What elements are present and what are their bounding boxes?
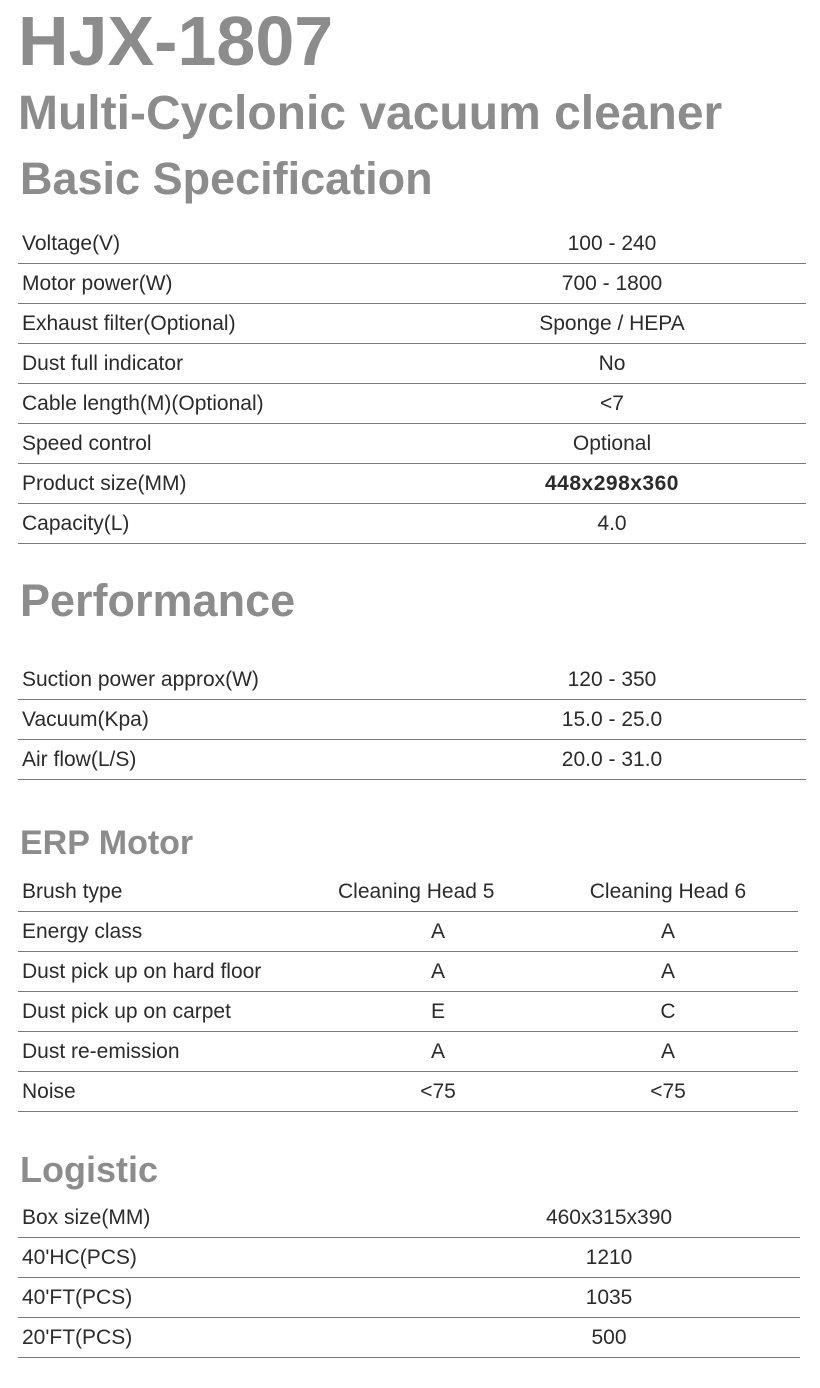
erp-value-head5: <75 xyxy=(338,1072,538,1112)
erp-header-label: Brush type xyxy=(18,872,338,912)
spec-label: Air flow(L/S) xyxy=(18,740,418,780)
spec-label: 20'FT(PCS) xyxy=(18,1318,418,1358)
spec-value: 700 - 1800 xyxy=(418,264,806,304)
spec-label: Capacity(L) xyxy=(18,504,418,544)
spec-value: 20.0 - 31.0 xyxy=(418,740,806,780)
spec-value: Optional xyxy=(418,424,806,464)
erp-value-head6: A xyxy=(538,912,798,952)
spec-value: 1035 xyxy=(418,1278,800,1318)
erp-motor-table xyxy=(18,872,798,1112)
spec-value: 500 xyxy=(418,1318,800,1358)
spec-value: 4.0 xyxy=(418,504,806,544)
spec-row xyxy=(18,504,806,544)
erp-row xyxy=(18,1072,798,1112)
model-title: HJX-1807 xyxy=(18,2,334,80)
erp-header-col1: Cleaning Head 5 xyxy=(338,872,538,912)
basic-spec-table xyxy=(18,224,806,544)
spec-row xyxy=(18,464,806,504)
erp-value-head6: <75 xyxy=(538,1072,798,1112)
basic-spec-title: Basic Specification xyxy=(20,153,433,204)
erp-row xyxy=(18,1032,798,1072)
erp-value-head5: A xyxy=(338,952,538,992)
spec-label: Vacuum(Kpa) xyxy=(18,700,418,740)
erp-header-col2: Cleaning Head 6 xyxy=(538,872,798,912)
spec-label: Suction power approx(W) xyxy=(18,660,418,700)
erp-value-head6: C xyxy=(538,992,798,1032)
erp-row xyxy=(18,912,798,952)
erp-row xyxy=(18,952,798,992)
spec-value: 460x315x390 xyxy=(418,1198,800,1238)
spec-row xyxy=(18,1238,800,1278)
logistic-title: Logistic xyxy=(20,1149,159,1190)
spec-value: No xyxy=(418,344,806,384)
erp-motor-title: ERP Motor xyxy=(20,824,194,862)
spec-label: Speed control xyxy=(18,424,418,464)
spec-row xyxy=(18,1198,800,1238)
erp-value-head5: E xyxy=(338,992,538,1032)
logistic-table xyxy=(18,1198,800,1358)
spec-row xyxy=(18,424,806,464)
spec-label: Exhaust filter(Optional) xyxy=(18,304,418,344)
spec-label: 40'FT(PCS) xyxy=(18,1278,418,1318)
erp-header-row xyxy=(18,872,798,912)
spec-value: 15.0 - 25.0 xyxy=(418,700,806,740)
spec-label: Dust full indicator xyxy=(18,344,418,384)
erp-label: Dust pick up on hard floor xyxy=(18,952,338,992)
spec-label: Cable length(M)(Optional) xyxy=(18,384,418,424)
spec-row xyxy=(18,264,806,304)
erp-row xyxy=(18,992,798,1032)
spec-label: 40'HC(PCS) xyxy=(18,1238,418,1278)
erp-label: Dust re-emission xyxy=(18,1032,338,1072)
spec-value: Sponge / HEPA xyxy=(418,304,806,344)
spec-row xyxy=(18,384,806,424)
spec-row xyxy=(18,1318,800,1358)
erp-label: Energy class xyxy=(18,912,338,952)
spec-row xyxy=(18,660,806,700)
spec-value: <7 xyxy=(418,384,806,424)
spec-row xyxy=(18,224,806,264)
spec-row xyxy=(18,344,806,384)
spec-row xyxy=(18,304,806,344)
spec-row xyxy=(18,1278,800,1318)
spec-value: 100 - 240 xyxy=(418,224,806,264)
erp-value-head5: A xyxy=(338,1032,538,1072)
spec-row xyxy=(18,700,806,740)
spec-value: 120 - 350 xyxy=(418,660,806,700)
spec-row xyxy=(18,740,806,780)
performance-table xyxy=(18,660,806,780)
erp-value-head6: A xyxy=(538,952,798,992)
product-title: Multi-Cyclonic vacuum cleaner xyxy=(18,87,723,140)
erp-label: Noise xyxy=(18,1072,338,1112)
spec-label: Voltage(V) xyxy=(18,224,418,264)
erp-value-head5: A xyxy=(338,912,538,952)
spec-label: Motor power(W) xyxy=(18,264,418,304)
spec-label: Box size(MM) xyxy=(18,1198,418,1238)
spec-value: 448x298x360 xyxy=(418,464,806,504)
spec-label: Product size(MM) xyxy=(18,464,418,504)
erp-value-head6: A xyxy=(538,1032,798,1072)
performance-title: Performance xyxy=(20,575,296,626)
erp-label: Dust pick up on carpet xyxy=(18,992,338,1032)
spec-value: 1210 xyxy=(418,1238,800,1278)
